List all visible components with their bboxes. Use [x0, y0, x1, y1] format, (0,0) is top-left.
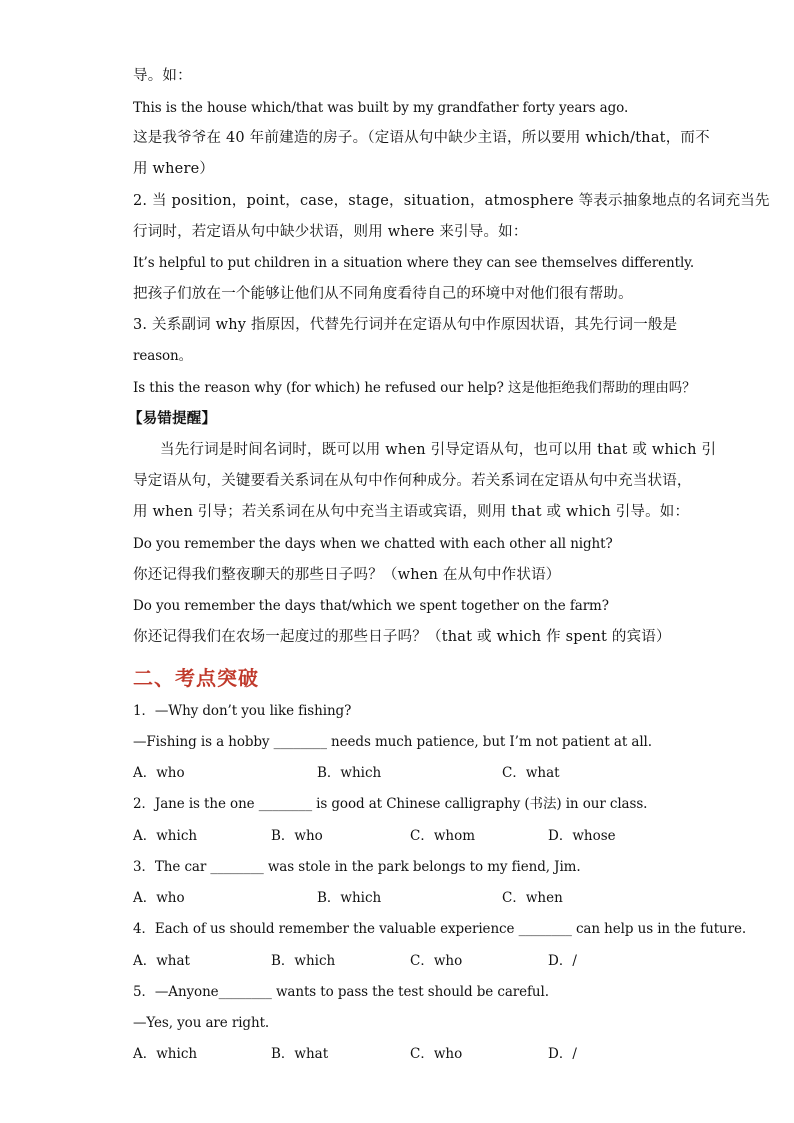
note-line: 这是我爷爷在 40 年前建造的房子。（定语从句中缺少主语，所以要用 which/that，而不 — [133, 130, 710, 146]
question-5-stem: —Yes, you are right. — [133, 1015, 270, 1031]
option-b: B．which — [271, 953, 336, 969]
option-a: A．who — [133, 890, 185, 906]
option-c: C．who — [410, 953, 463, 969]
option-b: B．which — [317, 765, 382, 781]
option-d: D．whose — [548, 828, 616, 844]
note-line: 用 where） — [133, 161, 215, 177]
question-3-stem: 3．The car ________ was stole in the park belongs to my fiend, Jim. — [133, 859, 581, 875]
question-1-stem: —Fishing is a hobby ________ needs much patience, but I’m not patient at all. — [133, 734, 652, 750]
option-c: C．whom — [410, 828, 476, 844]
option-d: D．/ — [548, 1046, 577, 1062]
note-line: This is the house which/that was built by my grandfather forty years ago. — [133, 100, 629, 116]
option-a: A．which — [133, 828, 198, 844]
option-c: C．what — [502, 765, 560, 781]
tip-line: 导定语从句，关键要看关系词在从句中作何种成分。若关系词在定语从句中充当状语， — [133, 473, 692, 489]
question-4-stem: 4．Each of us should remember the valuable experience ________ can help us in the future. — [133, 921, 747, 937]
option-b: B．which — [317, 890, 382, 906]
note-line: 2. 当 position，point，case，stage，situation，atmosphere 等表示抽象地点的名词充当先 — [133, 193, 770, 209]
note-line: reason。 — [133, 348, 193, 364]
tip-heading: 【易错提醒】 — [128, 410, 217, 427]
note-line: Is this the reason why (for which) he refused our help? 这是他拒绝我们帮助的理由吗？ — [133, 380, 696, 396]
note-line: It’s helpful to put children in a situation where they can see themselves differently. — [133, 255, 695, 271]
option-a: A．who — [133, 765, 185, 781]
option-c: C．who — [410, 1046, 463, 1062]
option-b: B．who — [271, 828, 323, 844]
tip-line: Do you remember the days that/which we spent together on the farm? — [133, 598, 609, 614]
question-2-stem: 2．Jane is the one ________ is good at Chinese calligraphy (书法) in our class. — [133, 796, 648, 812]
option-a: A．what — [133, 953, 190, 969]
tip-line: 你还记得我们整夜聊天的那些日子吗？（when 在从句中作状语） — [133, 567, 561, 583]
question-1-stem: 1．—Why don’t you like fishing? — [133, 703, 352, 719]
note-line: 导。如： — [133, 68, 192, 84]
note-line: 3. 关系副词 why 指原因，代替先行词并在定语从句中作原因状语，其先行词一般是 — [133, 317, 678, 333]
option-b: B．what — [271, 1046, 329, 1062]
option-d: D．/ — [548, 953, 577, 969]
tip-line: 当先行词是时间名词时，既可以用 when 引导定语从句，也可以用 that 或 which 引 — [160, 442, 717, 458]
option-a: A．which — [133, 1046, 198, 1062]
option-c: C．when — [502, 890, 563, 906]
note-line: 行词时，若定语从句中缺少状语，则用 where 来引导。如： — [133, 224, 528, 240]
question-5-stem: 5．—Anyone________ wants to pass the test should be careful. — [133, 984, 549, 1000]
tip-line: 用 when 引导；若关系词在从句中充当主语或宾语，则用 that 或 which 引导。如： — [133, 504, 690, 520]
note-line: 把孩子们放在一个能够让他们从不同角度看待自己的环境中对他们很有帮助。 — [133, 286, 633, 302]
tip-line: Do you remember the days when we chatted with each other all night? — [133, 536, 613, 552]
section-title: 二、考点突破 — [133, 666, 259, 690]
tip-line: 你还记得我们在农场一起度过的那些日子吗？（that 或 which 作 spent 的宾语） — [133, 629, 671, 645]
